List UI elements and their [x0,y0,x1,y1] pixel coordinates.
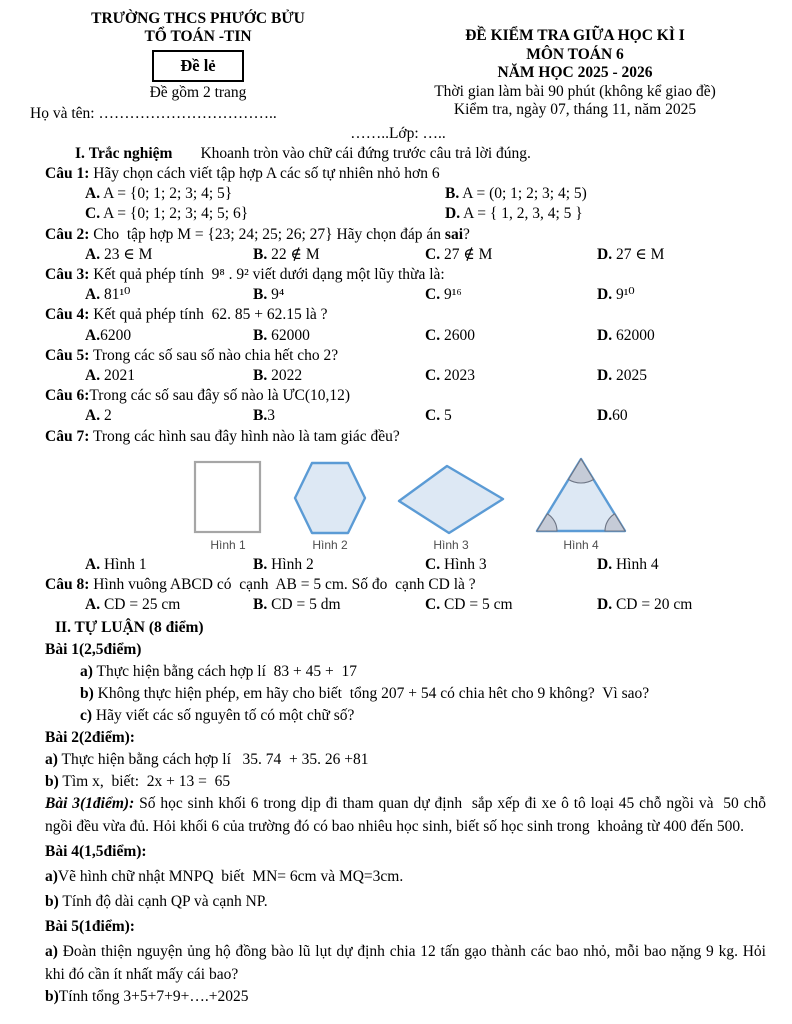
exam-title: ĐỀ KIỂM TRA GIỮA HỌC KÌ I [465,27,685,44]
option-text: 27 ∈ M [612,245,665,263]
hexagon-icon [293,460,367,535]
item-text: Tìm x, biết: 2x + 13 = 65 [58,773,231,791]
question-2-options [85,245,766,265]
item-letter: a) [80,663,93,681]
question-7-stem [45,427,766,447]
option-text: CD = 20 cm [612,596,693,614]
option-text: CD = 25 cm [100,596,181,614]
option-text: 9¹⁰ [612,286,635,304]
bai-4-item-a [45,866,766,888]
option-letter: A. [85,596,101,614]
date-note: Kiểm tra, ngày 07, tháng 11, năm 2025 [453,101,697,118]
question-1-option-a [85,184,445,204]
item-letter: a) [45,751,58,769]
option-letter: B. [253,407,268,425]
item-text: Tính tổng 3+5+7+9+….+2025 [58,988,249,1006]
option-letter: D. [445,205,461,223]
question-6-option-c [425,406,597,426]
option-letter: D. [597,407,613,425]
option-text: 2 [100,407,112,425]
option-text: A = (0; 1; 2; 3; 4; 5) [459,185,587,203]
question-6-text: Trong các số sau đây số nào là ƯC(10,12) [89,387,351,405]
option-text: 22 ∉ M [267,245,320,263]
question-1-options-row-2 [85,204,766,224]
option-letter: B. [253,326,268,344]
class-line: ……..Lớp: ….. [350,125,446,142]
option-letter: D. [597,286,613,304]
option-letter: B. [253,596,268,614]
option-text: 5 [440,407,452,425]
question-6-option-a [85,406,253,426]
figure-1-caption: Hình 1 [210,537,246,552]
option-letter: A. [85,326,101,344]
section-1-heading [75,143,766,164]
option-text: A = {0; 1; 2; 3; 4; 5} [100,185,233,203]
question-5-stem [45,346,766,366]
question-5-options [85,366,766,386]
question-4-stem [45,305,766,325]
bai-1-title: Bài 1(2,5điểm) [45,641,142,659]
option-letter: B. [445,185,460,203]
option-text: 3 [267,407,275,425]
question-4-option-b [253,326,425,346]
option-text: Hình 1 [100,555,147,573]
figure-rhombus [397,464,505,552]
question-1-stem [45,164,766,184]
question-7-options [85,555,766,575]
section-1-label: I. [75,145,85,162]
question-8-option-a [85,595,253,615]
option-letter: C. [425,286,441,304]
question-4-option-c [425,326,597,346]
question-5-option-a [85,366,253,386]
pages-note: Đề gồm 2 trang [149,84,247,101]
triangle-icon [535,456,627,535]
option-letter: D. [597,555,613,573]
question-7-option-c [425,555,597,575]
question-5-number: Câu 5: [45,346,90,364]
question-3-option-b [253,285,425,305]
option-text: 23 ∈ M [100,245,153,263]
option-letter: B. [253,286,268,304]
question-5-option-b [253,366,425,386]
exam-code-box: Đề lẻ [152,50,243,82]
figure-hexagon [293,460,367,552]
item-text: Không thực hiện phép, em hãy cho biết tổng 207 + 54 có chia hêt cho 9 không? Vì sao? [93,685,650,703]
option-text: CD = 5 cm [440,596,513,614]
option-text: Hình 4 [612,555,659,573]
question-5-option-c [425,366,597,386]
question-5-text: Trong các số sau số nào chia hết cho 2? [89,346,339,364]
bai-1-item-c [80,705,766,727]
question-5-option-d [597,366,766,386]
school-year: NĂM HỌC 2025 - 2026 [497,64,653,81]
option-text: 2021 [100,367,135,385]
option-letter: C. [425,596,441,614]
question-6-number: Câu 6: [45,387,90,405]
option-text: Hình 2 [267,555,314,573]
question-7-text: Trong các hình sau đây hình nào là tam giác đều? [89,427,400,445]
question-1-options-row-1 [85,184,766,204]
option-letter: D. [597,326,613,344]
header-right [366,10,766,123]
item-text: Vẽ hình chữ nhật MNPQ biết MN= 6cm và MQ=3cm. [57,868,404,886]
item-letter: b) [45,988,59,1006]
question-2-bold-word: sai [444,225,464,243]
question-2-option-b [253,245,425,265]
option-letter: C. [425,245,441,263]
question-3-text: Kết quả phép tính 9⁸ . 9² viết dưới dạng một lũy thừa là: [89,266,445,284]
option-text: 2022 [267,367,303,385]
option-text: CD = 5 dm [267,596,341,614]
option-letter: A. [85,245,101,263]
bai-2-title: Bài 2(2điểm): [45,729,135,747]
figure-triangle [535,456,627,552]
department-name: TỔ TOÁN -TIN [144,28,252,45]
question-2-option-c [425,245,597,265]
item-text: Tính độ dài cạnh QP và cạnh NP. [58,893,268,911]
question-3-option-c [425,285,597,305]
time-note: Thời gian làm bài 90 phút (không kể giao đề) [434,82,716,100]
bai-5-item-b [45,986,766,1008]
option-text: Hình 3 [440,555,487,573]
question-4-option-a [85,326,253,346]
question-6-options [85,406,766,426]
option-letter: A. [85,555,101,573]
question-8-option-c [425,595,597,615]
question-6-stem [45,386,766,406]
bai-2-item-b [45,771,766,793]
item-text: Hãy viết các số nguyên tố có một chữ số? [92,707,355,725]
bai-3-text: Số học sinh khối 6 trong dịp đi tham quan dự định sắp xếp đi xe ô tô loại 45 chỗ ngồi và 50 chỗ ngồi đều vừa đủ. Hỏi khối 6 của trường đó có bao nhiêu học sinh, biết số học sinh trong khoảng từ 400 đến 500. [45,795,770,835]
exam-subject: MÔN TOÁN 6 [526,45,624,63]
option-text: A = {0; 1; 2; 3; 4; 5; 6} [100,205,249,223]
question-2-number: Câu 2: [45,225,90,243]
question-4-number: Câu 4: [45,306,90,324]
question-7-option-a [85,555,253,575]
option-text: 62000 [612,326,655,344]
option-text: 2025 [612,367,647,385]
section-1-instruction: Khoanh tròn vào chữ cái đứng trước câu trả lời đúng. [200,145,531,162]
question-6-option-b [253,406,425,426]
question-7-number: Câu 7: [45,427,90,445]
option-text: 6200 [100,326,132,344]
option-letter: D. [597,367,613,385]
item-letter: b) [45,773,59,791]
bai-4-item-b [45,891,766,913]
bai-2-item-a [45,749,766,771]
question-6-option-d [597,406,766,426]
option-letter: B. [253,245,268,263]
figure-4-caption: Hình 4 [563,537,599,552]
option-letter: A. [85,286,101,304]
question-3-stem [45,265,766,285]
bai-1-item-a [80,661,766,683]
option-letter: D. [597,596,613,614]
option-letter: A. [85,407,101,425]
question-4-option-d [597,326,766,346]
question-3-option-a [85,285,253,305]
section-1-title: Trắc nghiệm [88,145,173,162]
option-letter: A. [85,367,101,385]
question-2-stem [45,225,766,245]
question-3-option-d [597,285,766,305]
section-2-heading: II. TỰ LUẬN (8 điểm) [55,619,204,637]
question-2-option-d [597,245,766,265]
question-7-option-b [253,555,425,575]
option-text: 62000 [267,326,310,344]
question-8-stem [45,575,766,595]
option-letter: B. [253,555,268,573]
question-1-number: Câu 1: [45,165,90,182]
option-text: 2600 [440,326,475,344]
option-letter: A. [85,185,101,203]
item-letter: a) [45,868,58,886]
option-text: 9⁴ [267,286,285,304]
option-letter: D. [597,245,613,263]
item-letter: b) [45,893,59,911]
item-letter: a) [45,943,58,961]
option-text: 2023 [440,367,475,385]
bai-5-title: Bài 5(1điểm): [45,918,135,936]
bai-5-item-a [45,941,770,986]
question-2-option-a [85,245,253,265]
option-letter: C. [425,555,441,573]
option-letter: C. [85,205,101,223]
question-7-option-d [597,555,766,575]
question-8-options [85,595,766,615]
figure-square [193,460,263,552]
header [30,10,766,123]
option-text: 27 ∉ M [440,245,493,263]
bai-1-item-b [80,683,766,705]
question-3-options [85,285,766,305]
question-8-text: Hình vuông ABCD có cạnh AB = 5 cm. Số đo cạnh CD là ? [89,576,476,594]
option-text: 9¹⁶ [440,286,462,304]
option-letter: C. [425,367,441,385]
school-name: TRƯỜNG THCS PHƯỚC BỬU [91,10,305,27]
bai-3-title: Bài 3(1điểm): [45,795,135,813]
question-8-number: Câu 8: [45,576,90,594]
question-8-option-b [253,595,425,615]
figures-row [193,456,766,552]
item-letter: c) [80,707,93,725]
option-text: 81¹⁰ [100,286,131,304]
question-2-text: Cho tập hợp M = {23; 24; 25; 26; 27} Hãy chọn đáp án [89,225,445,243]
rhombus-icon [397,464,505,535]
question-1-option-c [85,204,445,224]
item-text: Đoàn thiện nguyện ủng hộ đồng bào lũ lụt dự định chia 12 tấn gạo thành các bao nhỏ, mỗi bao nặng 9 kg. Hỏi khi đó cần ít nhất mấy cái bao? [45,943,770,983]
figure-2-caption: Hình 2 [312,537,348,552]
option-text: 60 [612,407,628,425]
bai-3-paragraph [45,793,770,838]
student-name-line: Họ và tên: …………………………….. [30,105,277,122]
item-text: Thực hiện bằng cách hợp lí 83 + 45 + 17 [92,663,358,681]
item-text: Thực hiện bằng cách hợp lí 35. 74 + 35. 26 +81 [57,751,369,769]
bai-4-title: Bài 4(1,5điểm): [45,843,147,861]
option-letter: B. [253,367,268,385]
option-letter: C. [425,326,441,344]
item-letter: b) [80,685,94,703]
question-1-option-d [445,204,766,224]
question-4-text: Kết quả phép tính 62. 85 + 62.15 là ? [89,306,328,324]
question-3-number: Câu 3: [45,266,90,284]
square-icon [193,460,263,535]
question-8-option-d [597,595,766,615]
option-text: A = { 1, 2, 3, 4; 5 } [460,205,583,223]
question-1-text: Hãy chọn cách viết tập hợp A các số tự nhiên nhỏ hơn 6 [89,165,440,182]
question-2-text-after: ? [463,225,470,243]
figure-3-caption: Hình 3 [433,537,469,552]
header-left [30,10,366,123]
question-4-options [85,326,766,346]
question-1-option-b [445,184,766,204]
option-letter: C. [425,407,441,425]
